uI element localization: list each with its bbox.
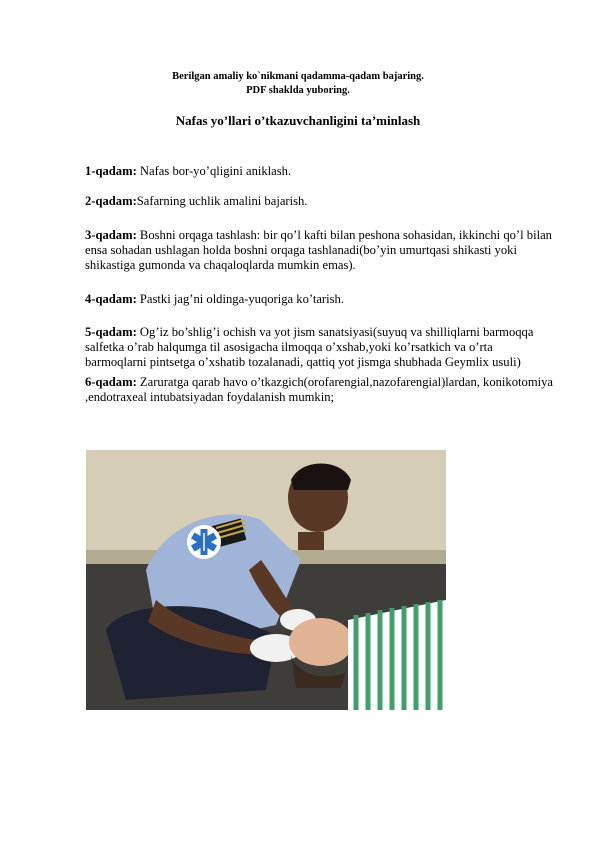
step-2 <box>85 194 555 209</box>
instruction-line-2: PDF shaklda yuboring. <box>246 85 350 96</box>
step-4 <box>85 292 555 307</box>
step-1 <box>85 164 555 179</box>
step-text: Boshni orqaga tashlash: bir qo’l kafti bilan peshona sohasidan, ikkinchi qo’l bilan ensa sohadan ushlagan holda boshni orqaga tashlanadi(bo’yin umurtqasi shikasti yoki shikastiga gumonda va chaqaloqlarda mumkin emas). <box>85 228 552 272</box>
step-text: Pastki jag’ni oldinga-yuqoriga ko’tarish. <box>136 292 344 306</box>
star-of-life-icon <box>187 525 221 559</box>
step-text: Nafas bor-yo’qligini aniklash. <box>136 164 292 178</box>
step-text: Og’iz bo’shlig’i ochish va yot jism sanatsiyasi(suyuq va shilliqlarni barmoqqa salfetka o’rab halqumga til asosigacha ilmoqqa o’xshab,yoki ko’rsatkich va o’rta barmoqlarni pintsetga o’xshatib tozalanadi, qattiq yot jismga shubhada Geymlix usuli) <box>85 325 534 369</box>
step-label: 5-qadam: <box>85 325 137 339</box>
step-6 <box>85 375 555 405</box>
step-label: 2-qadam: <box>85 194 137 208</box>
step-label: 1-qadam: <box>85 164 137 178</box>
step-text: Safarning uchlik amalini bajarish. <box>136 194 308 208</box>
step-3 <box>85 228 555 273</box>
paramedic-airway-photo <box>86 450 446 710</box>
step-label: 3-qadam: <box>85 228 137 242</box>
step-text: Zaruratga qarab havo o’tkazgich(orofarengial,nazofarengial)lardan, konikotomiya ,endotraxeal intubatsiyadan foydalanish mumkin; <box>85 375 554 404</box>
step-label: 6-qadam: <box>85 375 137 389</box>
instruction-line-1: Berilgan amaliy ko`nikmani qadamma-qadam bajaring. <box>172 71 424 82</box>
photo-illustration <box>86 450 446 710</box>
step-label: 4-qadam: <box>85 292 137 306</box>
step-5 <box>85 325 555 370</box>
page-title: Nafas yo’llari o’tkazuvchanligini ta’minlash <box>175 113 421 128</box>
